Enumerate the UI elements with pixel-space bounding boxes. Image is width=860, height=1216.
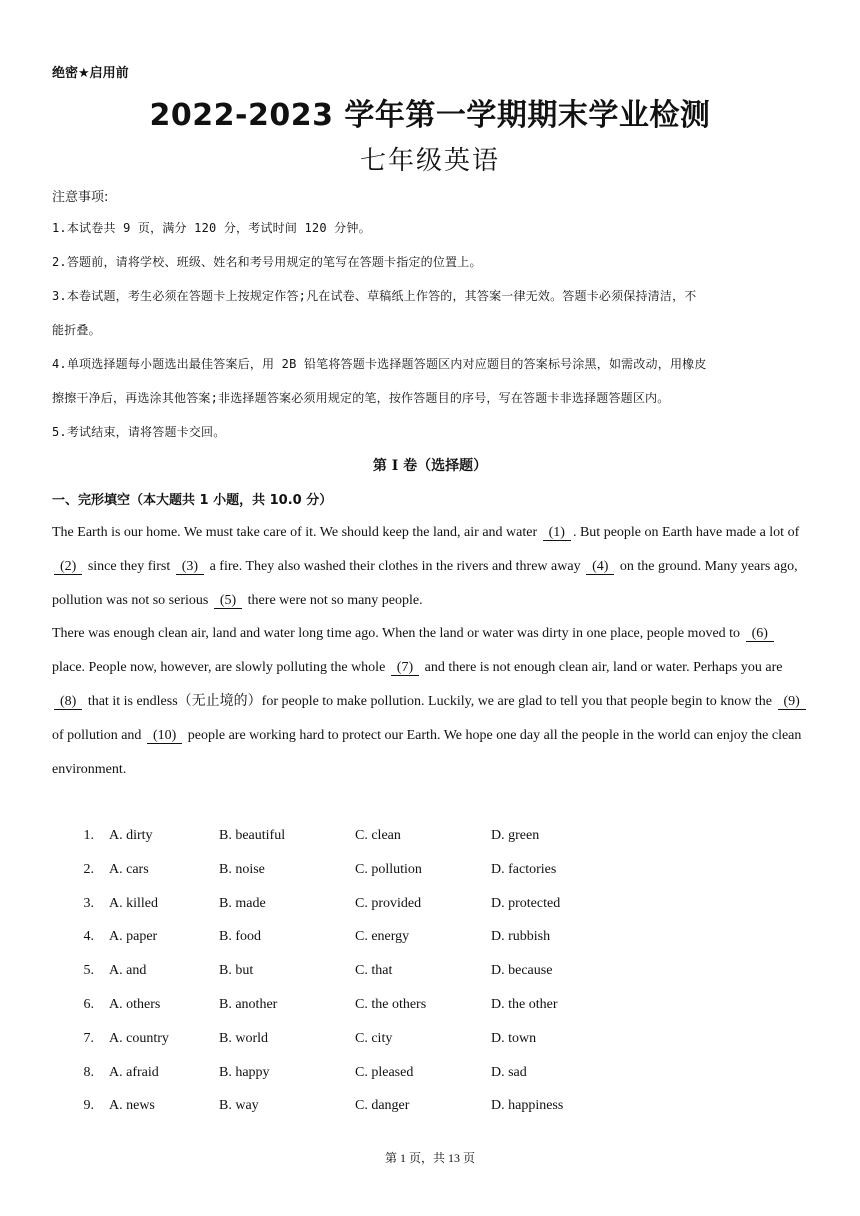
passage-text: place. People now, however, are slowly polluting the whole [52, 660, 386, 676]
option-c: C. pollution [355, 861, 422, 877]
cloze-passage [52, 516, 812, 786]
question-row [76, 989, 636, 1023]
option-a: A. and [109, 963, 147, 979]
passage-text: people are working hard to protect our Earth. We hope one day all the people in the world can enjoy the clean environment. [52, 727, 802, 777]
passage-paragraph [52, 516, 812, 617]
page-footer: 第 1 页，共 13 页 [384, 1151, 475, 1165]
passage-text: there were not so many people. [247, 592, 423, 608]
exam-subtitle: 七年级英语 [359, 146, 500, 176]
note-line: 2.答题前，请将学校、班级、姓名和考号用规定的笔写在答题卡指定的位置上。 [52, 255, 482, 269]
blank-3: (3) [176, 559, 204, 575]
passage-text: on the ground. Many years ago, pollution was not so serious [52, 558, 798, 608]
question-number: 6. [83, 996, 94, 1012]
question-number: 1. [83, 828, 94, 843]
option-a: A. afraid [109, 1064, 159, 1080]
question-number: 5. [83, 963, 94, 979]
option-c: C. pleased [355, 1064, 414, 1080]
passage-text: . But people on Earth have made a lot of [572, 525, 800, 540]
option-c: C. provided [355, 895, 422, 911]
passage-paragraph [52, 617, 812, 786]
passage-text: a fire. They also washed their clothes in the rivers and threw away [209, 558, 581, 574]
question-row [76, 1057, 636, 1091]
blank-1: (1) [543, 525, 571, 541]
option-b: B. food [219, 929, 261, 945]
option-b: B. world [219, 1030, 268, 1046]
blank-8: (8) [54, 694, 82, 710]
question-number: 2. [83, 861, 94, 877]
blank-4: (4) [586, 559, 614, 575]
question-row [76, 1090, 636, 1124]
notes-list [52, 211, 810, 449]
note-line: 5.考试结束，请将答题卡交回。 [52, 425, 226, 439]
confidential-label: 绝密★启用前 [52, 66, 129, 81]
option-a: A. paper [109, 929, 158, 945]
option-b: B. noise [219, 861, 265, 877]
note-line: 擦擦干净后，再选涂其他答案;非选择题答案必须用规定的笔，按作答题目的序号，写在答题卡非选择题答题区内。 [52, 391, 670, 405]
option-d: D. sad [491, 1064, 527, 1080]
exam-title: 2022-2023 学年第一学期期末学业检测 [149, 98, 711, 133]
passage-text: The Earth is our home. We must take care of it. We should keep the land, air and water [52, 525, 538, 540]
option-d: D. green [491, 828, 540, 843]
passage-text: of pollution and [52, 727, 142, 743]
option-a: A. others [109, 996, 161, 1012]
question-row [76, 921, 636, 955]
option-b: B. but [219, 963, 254, 979]
question-options [76, 820, 636, 1124]
option-c: C. the others [355, 996, 427, 1012]
section-title: 一、完形填空（本大题共 1 小题，共 10.0 分） [52, 493, 333, 508]
part-title: 第 I 卷（选择题） [372, 458, 488, 474]
option-d: D. town [491, 1030, 537, 1046]
option-d: D. the other [491, 996, 558, 1012]
blank-6: (6) [746, 626, 774, 642]
question-row [76, 820, 636, 854]
option-c: C. clean [355, 828, 401, 843]
note-line: 4.单项选择题每小题选出最佳答案后，用 2B 铅笔将答题卡选择题答题区内对应题目的答案标号涂黑，如需改动，用橡皮 [52, 357, 707, 371]
option-a: A. dirty [109, 828, 153, 843]
question-number: 9. [83, 1098, 94, 1114]
blank-9: (9) [778, 694, 806, 710]
question-row [76, 955, 636, 989]
option-b: B. way [219, 1098, 259, 1114]
note-line: 能折叠。 [52, 323, 101, 337]
option-b: B. made [219, 895, 266, 911]
option-b: B. another [219, 996, 278, 1012]
option-d: D. protected [491, 895, 561, 911]
option-b: B. happy [219, 1064, 270, 1080]
passage-text: and there is not enough clean air, land or water. Perhaps you are [424, 660, 783, 676]
option-d: D. rubbish [491, 929, 551, 945]
question-number: 4. [83, 929, 94, 945]
option-d: D. happiness [491, 1098, 564, 1114]
question-row [76, 1023, 636, 1057]
option-c: C. city [355, 1030, 393, 1046]
notes-heading: 注意事项: [52, 190, 109, 205]
option-c: C. danger [355, 1098, 410, 1114]
blank-5: (5) [214, 593, 242, 609]
passage-text: There was enough clean air, land and water long time ago. When the land or water was dirty in one place, people moved to [52, 626, 741, 642]
option-c: C. energy [355, 929, 410, 945]
question-number: 3. [83, 895, 94, 911]
note-line: 3.本卷试题，考生必须在答题卡上按规定作答;凡在试卷、草稿纸上作答的，其答案一律无效。答题卡必须保持清洁，不 [52, 289, 697, 303]
note-line: 1.本试卷共 9 页，满分 120 分，考试时间 120 分钟。 [52, 221, 371, 235]
option-a: A. country [109, 1030, 169, 1046]
option-b: B. beautiful [219, 828, 286, 843]
question-number: 8. [83, 1064, 94, 1080]
blank-2: (2) [54, 559, 82, 575]
question-row [76, 854, 636, 888]
question-number: 7. [83, 1030, 94, 1046]
option-d: D. factories [491, 861, 557, 877]
option-d: D. because [491, 963, 553, 979]
option-a: A. news [109, 1098, 155, 1114]
passage-text: that it is endless（无止境的）for people to make pollution. Luckily, we are glad to tell you that people begin to know the [87, 693, 773, 709]
option-a: A. cars [109, 861, 149, 877]
option-c: C. that [355, 963, 393, 979]
passage-text: since they first [87, 558, 171, 574]
option-a: A. killed [109, 895, 158, 911]
blank-7: (7) [391, 660, 419, 676]
question-row [76, 888, 636, 922]
blank-10: (10) [147, 728, 182, 744]
